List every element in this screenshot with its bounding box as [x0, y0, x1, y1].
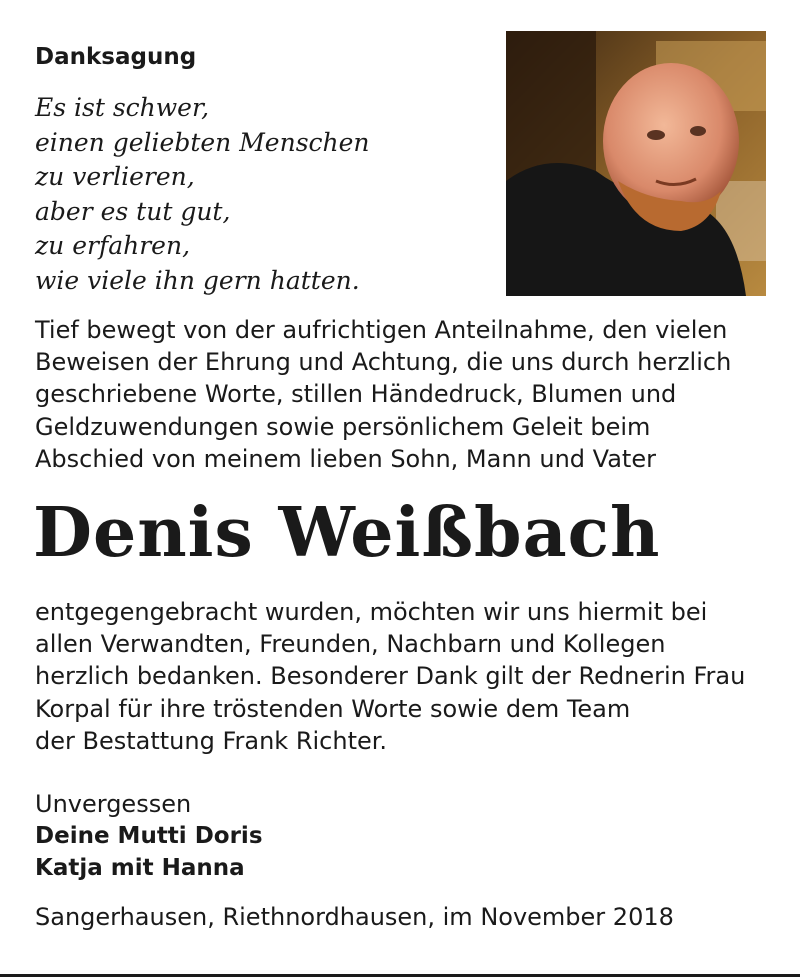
poem-line: wie viele ihn gern hatten.	[35, 265, 360, 295]
poem	[35, 91, 370, 298]
text-line: der Bestattung Frank Richter.	[35, 726, 388, 755]
portrait-photo	[506, 31, 766, 296]
poem-line: Es ist schwer,	[35, 93, 210, 122]
text-line: Geldzuwendungen sowie persönlichem Geleit beim	[35, 412, 651, 441]
signoff-intro: Unvergessen	[35, 790, 192, 818]
signatory: Katja mit Hanna	[35, 855, 245, 881]
portrait-illustration	[506, 31, 766, 296]
thanks-paragraph-intro	[35, 314, 731, 475]
text-line: herzlich bedanken. Besonderer Dank gilt der Rednerin Frau	[35, 662, 746, 691]
text-line: Beweisen der Ehrung und Achtung, die uns durch herzlich	[35, 348, 732, 377]
poem-line: aber es tut gut,	[35, 196, 231, 226]
place-date: Sangerhausen, Riethnordhausen, im November 2018	[35, 903, 674, 931]
text-line: allen Verwandten, Freunden, Nachbarn und Kollegen	[35, 630, 666, 659]
text-line: entgegengebracht wurden, möchten wir uns hiermit bei	[35, 598, 708, 626]
text-line: Tief bewegt von der aufrichtigen Anteilnahme, den vielen	[35, 316, 728, 344]
heading: Danksagung	[35, 44, 197, 70]
thanks-paragraph-main	[35, 596, 745, 757]
signatory: Deine Mutti Doris	[35, 823, 263, 849]
signoff	[35, 788, 263, 884]
text-line: Korpal für ihre tröstenden Worte sowie dem Team	[35, 694, 631, 723]
text-line: geschriebene Worte, stillen Händedruck, Blumen und	[35, 380, 677, 409]
poem-line: zu verlieren,	[35, 162, 195, 191]
poem-line: zu erfahren,	[35, 231, 191, 260]
poem-line: einen geliebten Menschen	[35, 127, 370, 157]
text-line: Abschied von meinem lieben Sohn, Mann und Vater	[35, 444, 656, 473]
deceased-name: Denis Weißbach	[33, 493, 661, 573]
